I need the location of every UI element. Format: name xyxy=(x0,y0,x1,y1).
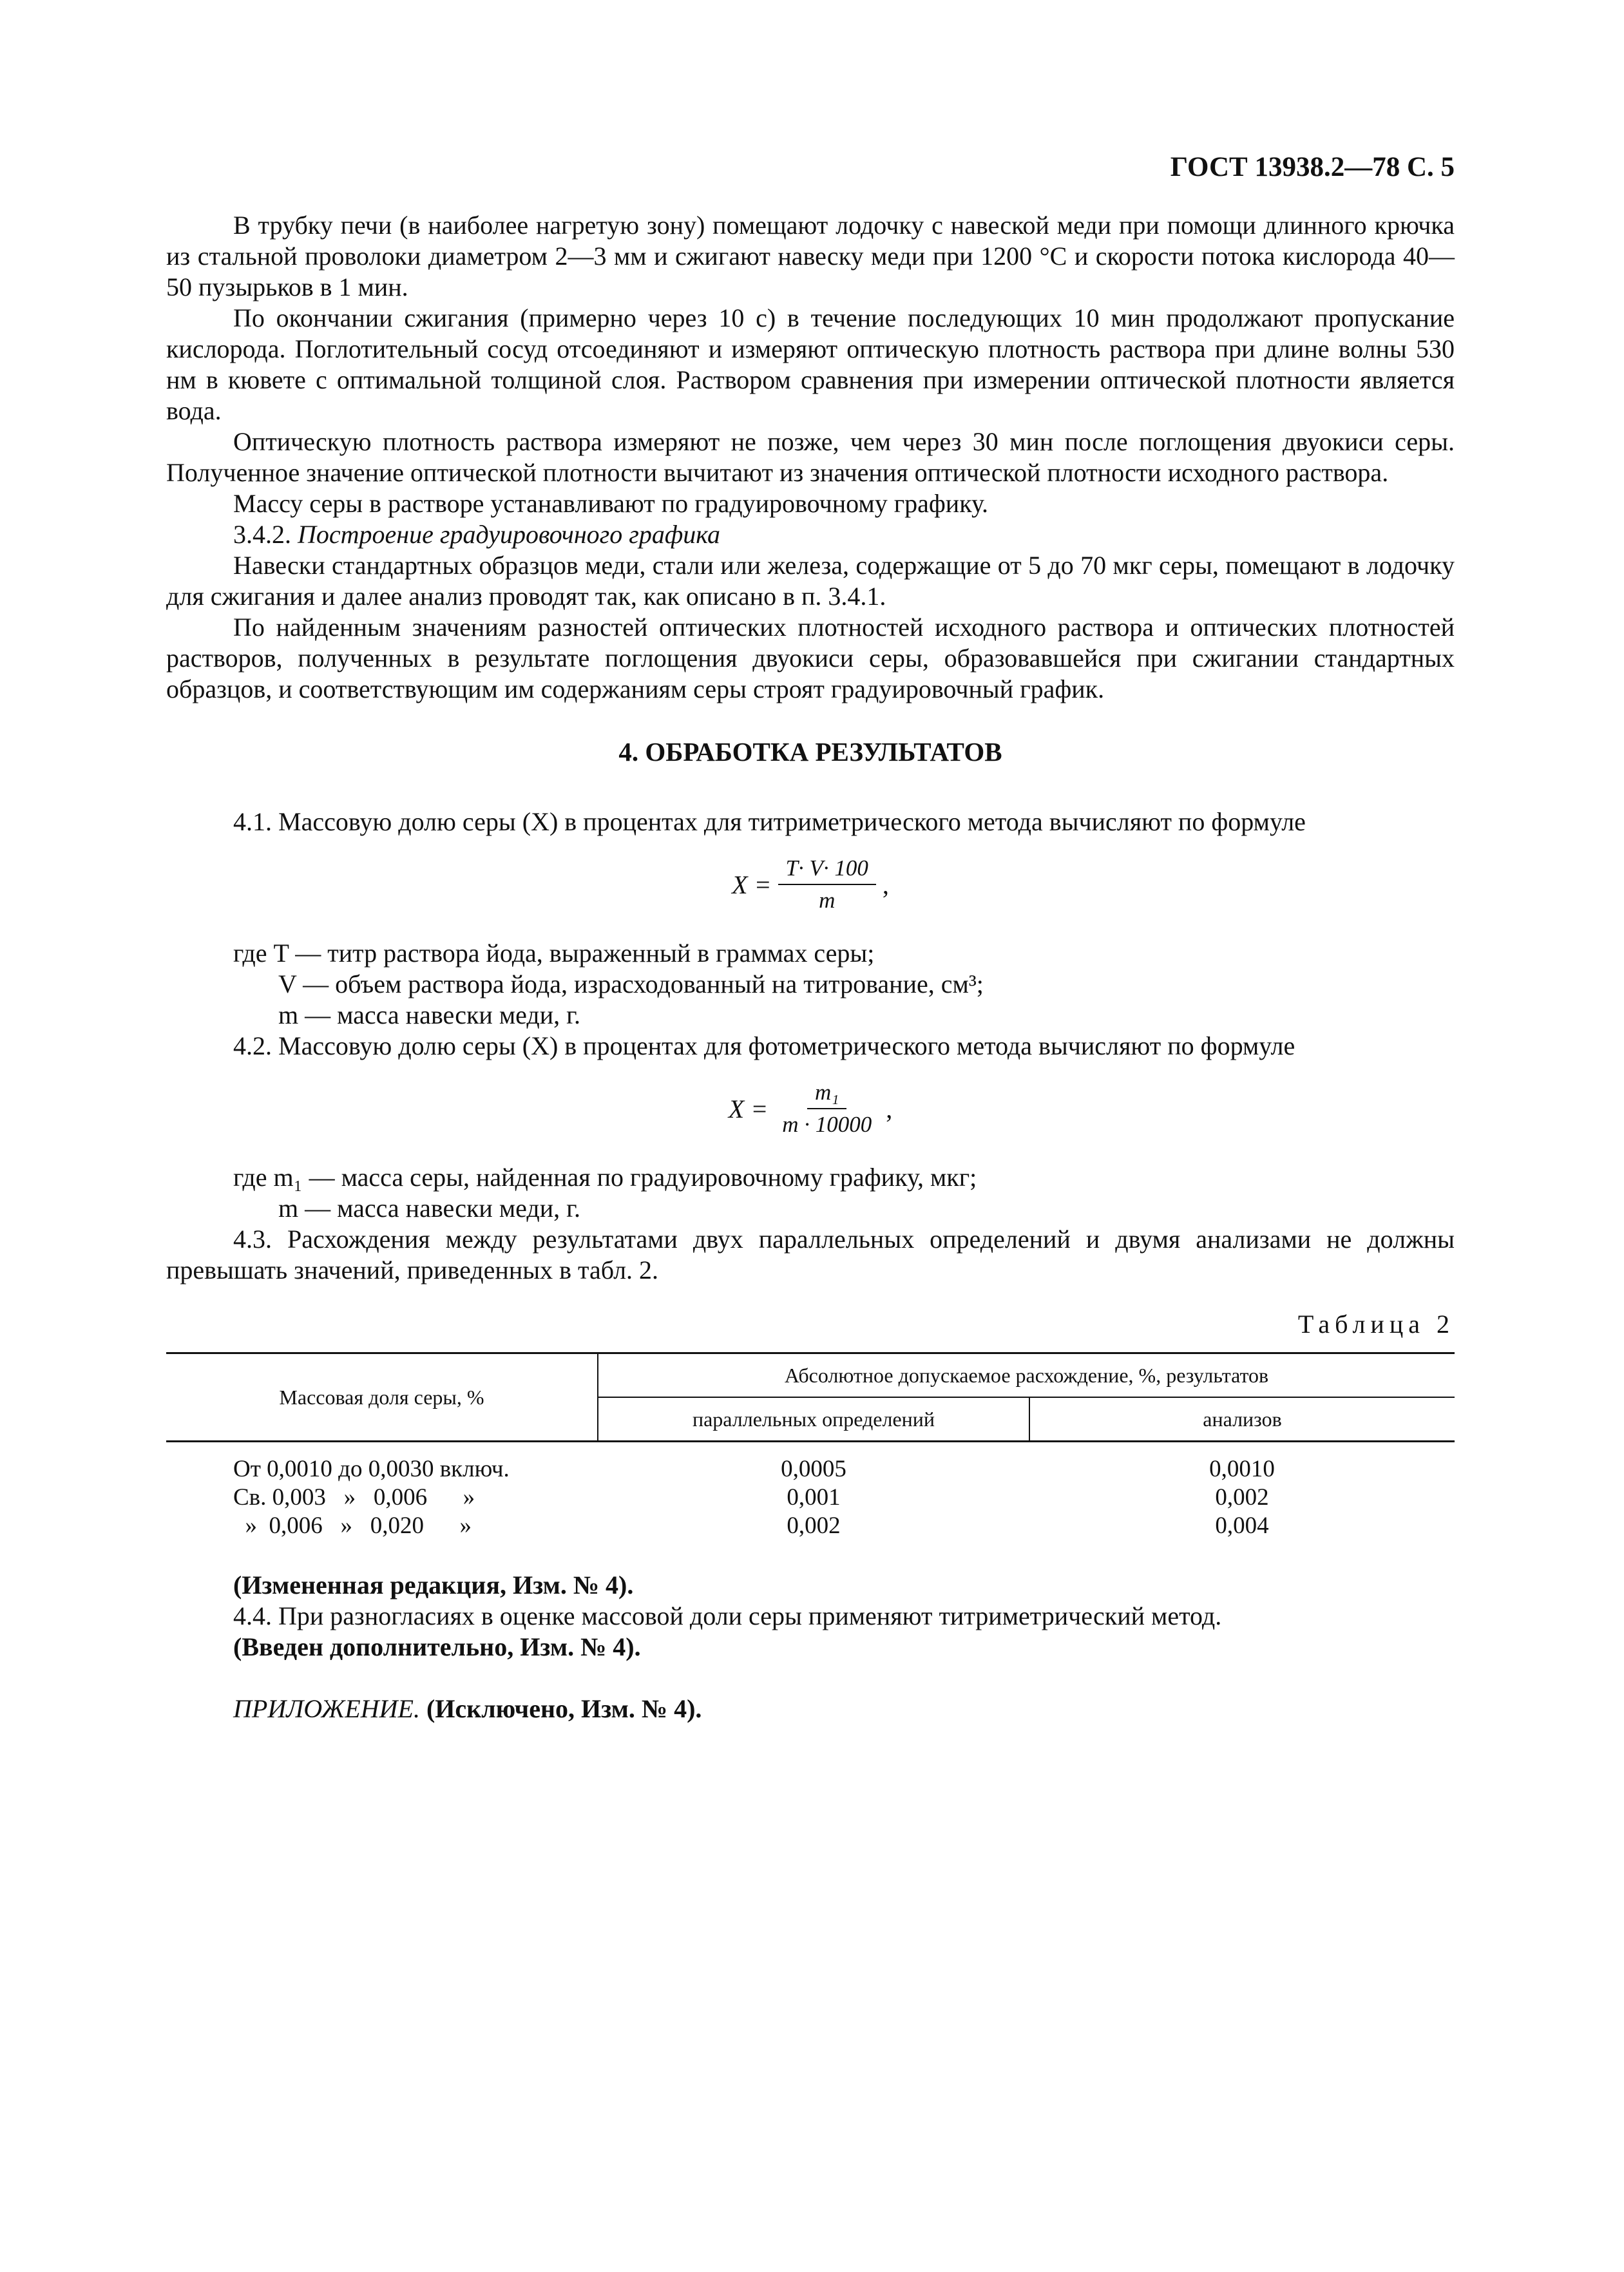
table-cell: 0,0010 xyxy=(1209,1456,1275,1482)
table-cell: 0,002 xyxy=(787,1513,841,1539)
col-header-analyses: анализов xyxy=(1029,1397,1455,1442)
formula-denominator: m xyxy=(819,888,836,913)
paragraph-optical-density: Оптическую плотность раствора измеряют не позже, чем через 30 мин после поглощения двуокиси серы. Полученное значение оптической плотности вычитают из значения оптической плотности исходного раствора. xyxy=(166,427,1455,487)
paragraph-4-4: 4.4. При разногласиях в оценке массовой доли серы применяют титриметрический метод. xyxy=(233,1601,1222,1630)
table-row xyxy=(166,1442,1455,1484)
subsection-number: 3.4.2. xyxy=(233,520,291,549)
formula-titrimetric xyxy=(166,837,1455,938)
note-changed-edition: (Измененная редакция, Изм. № 4). xyxy=(233,1570,634,1599)
table-cell: 0,0005 xyxy=(781,1456,846,1482)
col-header-parallel: параллельных определений xyxy=(598,1397,1029,1442)
note-introduced: (Введен дополнительно, Изм. № 4). xyxy=(233,1632,641,1661)
appendix-line xyxy=(166,1694,1455,1724)
formula-numerator: m₁ xyxy=(807,1080,846,1109)
page-header: ГОСТ 13938.2—78 С. 5 xyxy=(1170,152,1455,182)
paragraph-combustion: В трубку печи (в наиболее нагретую зону) помещают лодочку с навеской меди при помощи длинного крючка из стальной проволоки диаметром 2—3 мм и сжигают навеску меди при 1200 °С и скорости потока кислорода 40—50 пузырьков в 1 мин. xyxy=(166,211,1455,301)
table-cell: От 0,0010 до 0,0030 включ. xyxy=(233,1456,510,1482)
col-header-sulfur-fraction: Массовая доля серы, % xyxy=(166,1353,598,1442)
definitions-photometric xyxy=(233,1162,1455,1224)
subsection-title: Построение градуировочного графика xyxy=(298,520,720,549)
table-row xyxy=(166,1512,1455,1540)
table-cell: Св. 0,003 » 0,006 » xyxy=(233,1484,475,1511)
formula-numerator: T· V· 100 xyxy=(778,855,876,885)
definition-line: где T — титр раствора йода, выраженный в граммах серы; xyxy=(233,939,875,968)
formula-fraction xyxy=(774,1080,879,1138)
definition-line: V — объем раствора йода, израсходованный на титрование, см³; xyxy=(278,969,984,998)
paragraph-4-3: 4.3. Расхождения между результатами двух параллельных определений и двумя анализами не должны превышать значений, приведенных в табл. 2. xyxy=(166,1225,1455,1284)
paragraph-4-2: 4.2. Массовую долю серы (X) в процентах для фотометрического метода вычисляют по формуле xyxy=(233,1031,1295,1060)
definition-line: m — масса навески меди, г. xyxy=(278,1000,581,1029)
formula-fraction xyxy=(778,855,876,913)
paragraph-oxygen-flow: По окончании сжигания (примерно через 10 с) в течение последующих 10 мин продолжают пропускание кислорода. Поглотительный сосуд отсоединяют и измеряют оптическую плотность раствора при длине волны 530 нм в кювете с оптимальной толщиной слоя. Раствором сравнения при измерении оптической плотности является вода. xyxy=(166,303,1455,425)
paragraph-4-1: 4.1. Массовую долю серы (X) в процентах для титриметрического метода вычисляют по формуле xyxy=(233,807,1306,836)
definition-line: m — масса навески меди, г. xyxy=(278,1194,581,1223)
formula-lhs: X = xyxy=(728,1094,769,1123)
appendix-label: ПРИЛОЖЕНИЕ. xyxy=(233,1694,420,1723)
formula-lhs: X = xyxy=(732,870,772,899)
appendix-text: (Исключено, Изм. № 4). xyxy=(426,1694,702,1723)
subsection-heading xyxy=(166,519,1455,550)
paragraph-standard-samples: Навески стандартных образцов меди, стали или железа, содержащие от 5 до 70 мкг серы, помещают в лодочку для сжигания и далее анализ проводят так, как описано в п. 3.4.1. xyxy=(166,551,1455,611)
formula-tail: , xyxy=(882,870,889,899)
paragraph-sulfur-mass: Массу серы в растворе устанавливают по градуировочному графику. xyxy=(233,489,989,518)
section-title: 4. ОБРАБОТКА РЕЗУЛЬТАТОВ xyxy=(618,737,1002,767)
table-cell: » 0,006 » 0,020 » xyxy=(233,1513,472,1539)
table-row xyxy=(166,1484,1455,1512)
formula-tail: , xyxy=(886,1094,893,1123)
formula-photometric xyxy=(166,1062,1455,1162)
formula-denominator: m · 10000 xyxy=(782,1112,872,1137)
table-cell: 0,004 xyxy=(1215,1513,1269,1539)
definitions-titrimetric xyxy=(233,938,1455,1031)
document-page xyxy=(166,148,1455,1724)
table-cell: 0,002 xyxy=(1215,1484,1269,1511)
col-header-group: Абсолютное допускаемое расхождение, %, результатов xyxy=(598,1353,1455,1398)
definition-line: где m₁ — масса серы, найденная по градуировочному графику, мкг; xyxy=(233,1163,977,1192)
paragraph-calibration-graph: По найденным значениям разностей оптических плотностей исходного раствора и оптических плотностей растворов, полученных в результате поглощения двуокиси серы, образовавшейся при сжигании стандартных образцов, и соответствующим им содержаниям серы строят градуировочный график. xyxy=(166,613,1455,703)
table-caption: Таблица 2 xyxy=(1297,1310,1455,1339)
table-cell: 0,001 xyxy=(787,1484,841,1511)
tolerance-table xyxy=(166,1352,1455,1540)
